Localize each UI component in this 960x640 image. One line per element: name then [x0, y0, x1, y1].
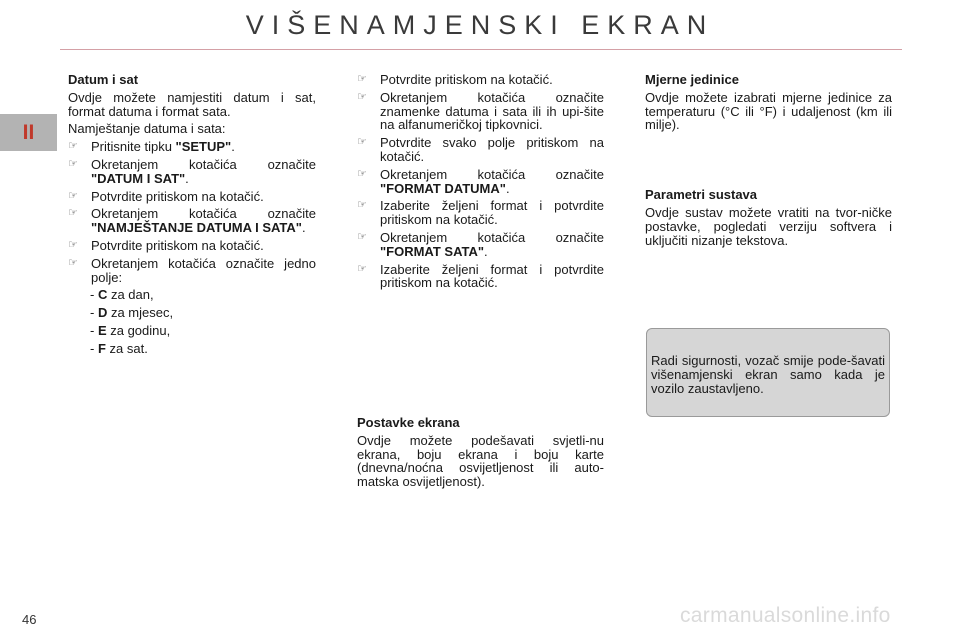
step-item — [68, 207, 316, 235]
pointing-hand-icon: ☞ — [357, 136, 367, 149]
pointing-hand-icon: ☞ — [357, 73, 367, 85]
section-heading-display: Postavke ekrana — [357, 415, 460, 430]
step-text: Okretanjem kotačića označite — [91, 156, 316, 172]
pointing-hand-icon: ☞ — [68, 238, 78, 251]
field-dash: - — [90, 287, 98, 303]
field-dash: - — [90, 322, 98, 338]
pointing-hand-icon: ☞ — [68, 157, 78, 170]
field-item — [90, 324, 316, 338]
step-text: Okretanjem kotačića označite znamenke datuma i sata ili ih upi-šite na alfanumeričkoj tipkovnici. — [380, 89, 604, 133]
page-title: VIŠENAMJENSKI EKRAN — [245, 10, 715, 40]
step-item — [357, 263, 604, 291]
pointing-hand-icon: ☞ — [357, 262, 367, 275]
field-letter: D — [97, 305, 108, 321]
field-description: za mjesec, — [107, 305, 174, 321]
step-text-end: . — [505, 180, 510, 196]
safety-note-box — [646, 328, 890, 417]
step-menu-option: "SETUP" — [175, 139, 232, 155]
step-item — [357, 199, 604, 227]
column-units-system — [645, 73, 892, 251]
section-text-units: Ovdje možete izabrati mjerne jedinice za temperaturu (°C ili °F) i udaljenost (km ili milje). — [645, 89, 892, 133]
section-intro: Ovdje možete namjestiti datum i sat, format datuma i format sata. — [68, 89, 316, 119]
step-item — [68, 239, 316, 253]
pointing-hand-icon: ☞ — [357, 199, 367, 212]
pointing-hand-icon: ☞ — [68, 140, 78, 153]
step-text: Potvrdite pritiskom na kotačić. — [91, 188, 264, 204]
step-text-end: . — [301, 220, 306, 236]
safety-note-text: Radi sigurnosti, vozač smije pode-šavati višenamjenski ekran samo kada je vozilo zaustavljeno. — [651, 353, 885, 396]
step-text-end: . — [185, 170, 189, 186]
step-item — [68, 140, 316, 154]
step-item — [357, 73, 604, 87]
field-letter: F — [97, 340, 106, 356]
step-menu-option: "DATUM I SAT" — [91, 170, 186, 186]
steps-list — [68, 140, 316, 284]
pointing-hand-icon: ☞ — [357, 230, 367, 243]
field-item — [90, 342, 316, 356]
step-item — [68, 257, 316, 285]
step-text: Okretanjem kotačića označite — [380, 166, 604, 182]
step-item — [357, 168, 604, 196]
section-display-settings — [357, 416, 604, 493]
step-text: Pritisnite tipku — [91, 139, 176, 155]
watermark: carmanualsonline.info — [680, 604, 891, 627]
field-description: za godinu, — [106, 322, 171, 338]
step-text: Potvrdite svako polje pritiskom na kotačić. — [380, 135, 604, 164]
page-number: 46 — [22, 612, 37, 627]
pointing-hand-icon: ☞ — [68, 256, 78, 269]
step-text-end: . — [484, 243, 488, 259]
section-text-display: Ovdje možete podešavati svjetli-nu ekrana, boju ekrana i boju karte (dnevna/noćna osvijetljenost ili auto-matska osvijetljenost). — [357, 432, 604, 490]
section-intro-2: Namještanje datuma i sata: — [68, 121, 226, 137]
step-item — [357, 91, 604, 132]
field-item — [90, 306, 316, 320]
field-letter: C — [97, 287, 108, 303]
section-text-system: Ovdje sustav možete vratiti na tvor-ničke postavke, pogledati verziju softvera i uključiti nizanje tekstova. — [645, 204, 892, 248]
field-dash: - — [90, 305, 98, 321]
step-text: Izaberite željeni format i potvrdite pritiskom na kotačić. — [380, 198, 604, 228]
column-date-time — [68, 73, 316, 360]
section-spacer — [645, 136, 892, 188]
pointing-hand-icon: ☞ — [357, 90, 367, 103]
step-text: Potvrdite pritiskom na kotačić. — [91, 237, 264, 253]
chapter-tab: II — [0, 114, 57, 151]
step-item — [68, 190, 316, 204]
step-text-end: . — [231, 139, 235, 155]
pointing-hand-icon: ☞ — [68, 207, 78, 220]
pointing-hand-icon: ☞ — [68, 189, 78, 202]
section-heading-units: Mjerne jedinice — [645, 72, 739, 87]
step-item — [357, 136, 604, 164]
step-text: Okretanjem kotačića označite jedno polje: — [91, 255, 316, 285]
step-text: Okretanjem kotačića označite — [91, 206, 316, 222]
step-item — [357, 231, 604, 259]
step-text: Izaberite željeni format i potvrdite pritiskom na kotačić. — [380, 261, 604, 291]
title-divider — [60, 49, 902, 50]
column-date-time-continued — [357, 73, 604, 294]
section-heading-system: Parametri sustava — [645, 187, 758, 203]
step-menu-option: "NAMJEŠTANJE DATUMA I SATA" — [91, 220, 302, 236]
field-dash: - — [90, 340, 98, 356]
field-item — [90, 288, 316, 302]
steps-list — [357, 73, 604, 290]
step-menu-option: "FORMAT SATA" — [380, 243, 485, 259]
field-list — [68, 288, 316, 355]
field-letter: E — [97, 322, 107, 338]
step-text: Okretanjem kotačića označite — [380, 229, 604, 245]
step-item — [68, 158, 316, 186]
section-heading-date-time: Datum i sat — [68, 72, 139, 87]
step-text: Potvrdite pritiskom na kotačić. — [380, 72, 553, 87]
field-description: za dan, — [107, 287, 154, 303]
field-description: za sat. — [105, 340, 148, 356]
step-menu-option: "FORMAT DATUMA" — [380, 180, 506, 196]
pointing-hand-icon: ☞ — [357, 167, 367, 180]
